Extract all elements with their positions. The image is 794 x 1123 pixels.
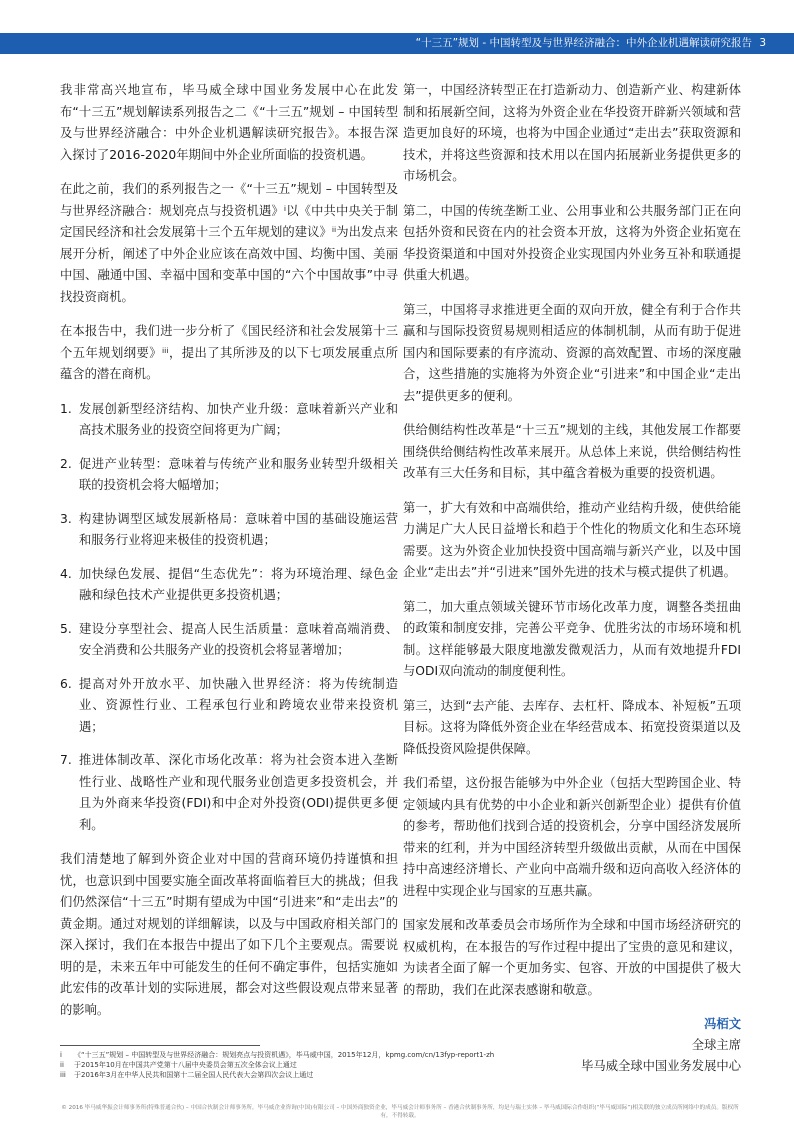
list-number: 7.	[60, 753, 72, 767]
list-item-text: 发展创新型经济结构、加快产业升级：意味着新兴产业和高技术服务业的投资空间将更为广阔；	[79, 401, 398, 437]
copyright-notice: © 2016 毕马威华振会计师事务所(特殊普通合伙) – 中国合伙制会计师事务所，毕马威企业咨询(中国)有限公司 – 中国外商独资企业，毕马威会计师事务所 – 香港合伙制事务所，均是与瑞士实体 – 毕马威国际合作组织(“毕马威国际”)相关联的独立成员所网络中的成员。版权所有，不得转载。	[61, 1105, 739, 1119]
list-item	[60, 674, 398, 739]
left-column	[60, 80, 398, 1034]
footnote	[60, 1070, 740, 1080]
list-item	[60, 509, 398, 552]
footnote-text: 《“十三五”规划 – 中国转型及与世界经济融合：规划亮点与投资机遇》，毕马威中国，2015年12月，kpmg.com/cn/13fyp-report1-zh	[74, 1051, 495, 1059]
footnotes	[60, 1050, 740, 1080]
list-number: 1.	[60, 401, 72, 416]
footnote-mark: iii	[60, 1071, 66, 1079]
intro-paragraph: 在本报告中，我们进一步分析了《国民经济和社会发展第十三个五年规划纲要》ⁱⁱⁱ，提出了其所涉及的以下七项发展重点所蕴含的潜在商机。	[60, 324, 398, 381]
footnote-divider	[60, 1045, 260, 1046]
body-paragraph: 第二，加大重点领域关键环节市场化改革力度，调整各类扭曲的政策和制度安排，完善公平竞争、优胜劣汰的市场环境和机制。这样能够最大限度地激发微观活力，从而有效地提升FDI与ODI双向流动的制度便利性。	[403, 599, 741, 678]
list-number: 4.	[60, 566, 72, 581]
footnote	[60, 1050, 740, 1060]
signatory-title: 全球主席	[691, 1038, 741, 1052]
list-item-text: 加快绿色发展、提倡“生态优先”：将为环境治理、绿色金融和绿色技术产业提供更多投资机遇；	[79, 566, 398, 602]
list-item	[60, 564, 398, 607]
list-item	[60, 750, 398, 836]
list-number: 5.	[60, 621, 72, 636]
footnote	[60, 1060, 740, 1070]
intro-paragraph: 我非常高兴地宣布，毕马威全球中国业务发展中心在此发布“十三五”规划解读系列报告之二《“十三五”规划 – 中国转型及与世界经济融合：中外企业机遇解读研究报告》。本报告深入探讨了2016-2020年期间中外企业所面临的投资机遇。	[60, 83, 398, 162]
report-title: “十三五”规划 - 中国转型及与世界经济融合：中外企业机遇解读研究报告	[415, 37, 752, 49]
body-paragraph: 供给侧结构性改革是“十三五”规划的主线，其他发展工作都要围绕供给侧结构性改革来展开。从总体上来说，供给侧结构性改革有三大任务和目标，其中蕴含着极为重要的投资机遇。	[403, 423, 741, 480]
list-item-text: 建设分享型社会、提高人民生活质量：意味着高端消费、安全消费和公共服务产业的投资机会将显著增加；	[79, 621, 398, 657]
list-item-text: 提高对外开放水平、加快融入世界经济：将为传统制造业、资源性行业、工程承包行业和跨境农业带来投资机遇；	[79, 676, 398, 734]
body-paragraph: 第二，中国的传统垄断工业、公用事业和公共服务部门正在向包括外资和民资在内的社会资本开放，这将为外资企业拓宽在华投资渠道和中国对外投资企业实现国内外业务互补和联通提供重大机遇。	[403, 203, 741, 282]
signatory-name: 冯栢文	[704, 1017, 741, 1031]
body-paragraph: 我们希望，这份报告能够为中外企业（包括大型跨国企业、特定领域内具有优势的中小企业和新兴创新型企业）提供有价值的参考，帮助他们找到合适的投资机会，分享中国经济发展所带来的红利，并为中国经济转型升级做出贡献，从而在中国保持中高速经济增长、产业向中高端升级和迈向高收入经济体的进程中实现企业与国家的互惠共赢。	[403, 776, 741, 898]
footnote-mark: i	[60, 1051, 62, 1059]
list-item-text: 构建协调型区域发展新格局：意味着中国的基础设施运营和服务行业将迎来极佳的投资机遇；	[79, 511, 398, 547]
body-paragraph: 第一，扩大有效和中高端供给，推动产业结构升级，使供给能力满足广大人民日益增长和趋于个性化的物质文化和生态环境需要。这为外资企业加快投资中国高端与新兴产业，以及中国企业“走出去”并“引进来”国外先进的技术与模式提供了机遇。	[403, 500, 741, 579]
footnote-mark: ii	[60, 1061, 64, 1069]
body-paragraph: 第一，中国经济转型正在打造新动力、创造新产业、构建新体制和拓展新空间，这将为外资企业在华投资开辟新兴领域和营造更加良好的环境，也将为中国企业通过“走出去”获取资源和技术，并将这些资源和技术用以在国内拓展新业务提供更多的市场机会。	[403, 83, 741, 183]
list-item	[60, 399, 398, 442]
list-item	[60, 454, 398, 497]
footnote-text: 于2016年3月在中华人民共和国第十二届全国人民代表大会第四次会议上通过	[74, 1071, 314, 1079]
signatory-org: 毕马威全球中国业务发展中心	[581, 1059, 741, 1073]
intro-paragraph: 在此之前，我们的系列报告之一《“十三五”规划 – 中国转型及与世界经济融合：规划亮点与投资机遇》ⁱ以《中共中央关于制定国民经济和社会发展第十三个五年规划的建议》ⁱⁱ为出发点来展开分析，阐述了中外企业应该在高效中国、均衡中国、美丽中国、融通中国、幸福中国和变革中国的“六个中国故事”中寻找投资商机。	[60, 182, 398, 304]
body-paragraph: 第三，达到“去产能、去库存、去杠杆、降成本、补短板”五项目标。这将为降低外资企业在华经营成本、拓宽投资渠道以及降低投资风险提供保障。	[403, 698, 741, 756]
list-number: 6.	[60, 676, 72, 691]
footnote-text: 于2015年10月在中国共产党第十八届中央委员会第五次全体会议上通过	[74, 1061, 297, 1069]
list-item	[60, 619, 398, 662]
list-number: 2.	[60, 456, 72, 471]
body-paragraph: 国家发展和改革委员会市场所作为全球和中国市场经济研究的权威机构，在本报告的写作过程中提出了宝贵的意见和建议，为读者全面了解一个更加务实、包容、开放的中国提供了极大的帮助，我们在此深表感谢和敬意。	[403, 918, 741, 997]
list-item-text: 推进体制改革、深化市场化改革：将为社会资本进入垄断性行业、战略性产业和现代服务业创造更多投资机会，并且为外商来华投资(FDI)和中企对外投资(ODI)提供更多便利。	[79, 753, 398, 832]
header-bar	[0, 33, 794, 54]
page-number: 3	[759, 37, 766, 49]
list-number: 3.	[60, 511, 72, 526]
priority-list	[60, 399, 398, 837]
list-item-text: 促进产业转型：意味着与传统产业和服务业转型升级相关联的投资机会将大幅增加；	[79, 456, 398, 492]
body-paragraph: 第三，中国将寻求推进更全面的双向开放，健全有利于合作共赢和与国际投资贸易规则相适应的体制机制，从而有助于促进国内和国际要素的有序流动、资源的高效配置、市场的深度融合，这些措施的实施将为外资企业“引进来”和中国企业“走出去”提供更多的便利。	[403, 302, 741, 403]
closing-paragraph: 我们清楚地了解到外资企业对中国的营商环境仍持谨慎和担忧，也意识到中国要实施全面改革将面临着巨大的挑战；但我们仍然深信“十三五”时期有望成为中国“引进来”和“走出去”的黄金期。通过对规划的详细解读，以及与中国政府相关部门的深入探讨，我们在本报告中提出了如下几个主要观点。需要说明的是，未来五年中可能发生的任何不确定事件，包括实施如此宏伟的改革计划的实际进展，都会对这些假设观点带来显著的影响。	[60, 852, 398, 1017]
right-column	[403, 80, 741, 1077]
